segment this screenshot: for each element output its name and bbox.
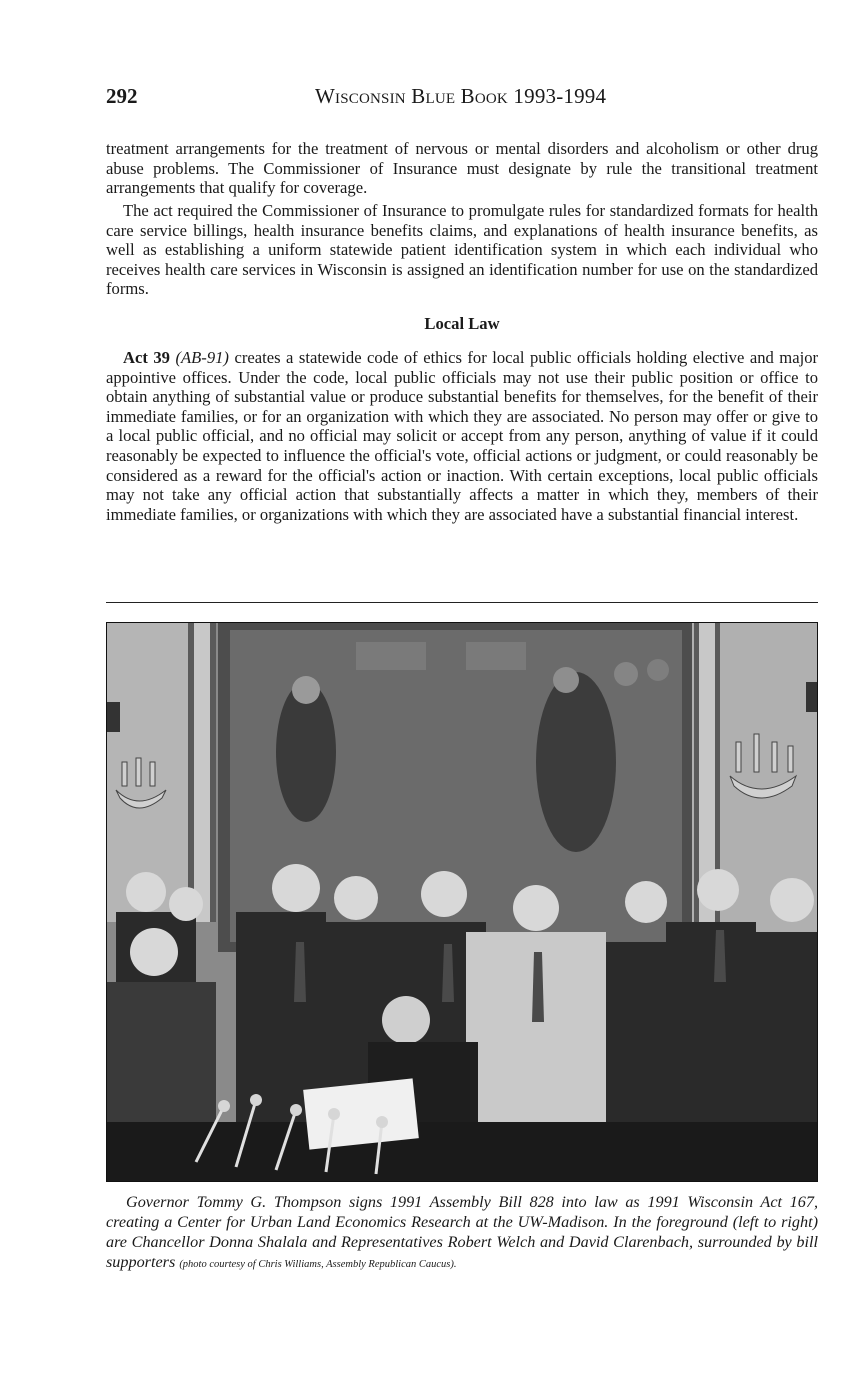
page-number: 292 [106,84,138,108]
page-header [106,84,818,116]
photo-caption [106,1192,818,1275]
bill-reference: (AB-91) [175,348,229,367]
photo-illustration [106,622,818,1182]
paragraph-3-text: creates a statewide code of ethics for local public officials holding elective and major appointive offices. Under the code, local public officials may not use their public position or office to obtain anything of substantial value or produce substantial benefits for themselves, for the benefit of their immediate families, or for an organization with which they are associated. No person may offer or give to a local public official, and no official may solicit or accept from any person, anything of value if it could reasonably be expected to influence the official's vote, official actions or judgment, or could reasonably be considered as a reward for the official's action or inaction. With certain exceptions, local public officials may not take any official action that substantially affects a matter in which they, members of their immediate families, or organizations with which they are associated have a substantial financial interest. [106,348,819,524]
paragraph-3 [106,348,818,524]
section-divider [106,602,818,603]
caption-text: Governor Tommy G. Thompson signs 1991 Assembly Bill 828 into law as 1991 Wisconsin Act 167, creating a Center for Urban Land Economics Research at the UW-Madison. In the foreground (left to right) are Chancellor Donna Shalala and Representatives Robert Welch and David Clarenbach, surrounded by bill supporters [106,1193,818,1271]
act-number: Act 39 [123,348,170,367]
running-title: Wisconsin Blue Book 1993-1994 [315,84,607,108]
paragraph-2: The act required the Commissioner of Insurance to promulgate rules for standardized formats for health care service billings, health insurance benefits claims, and explanations of health insurance benefits, as well as establishing a uniform statewide patient identification system in which each individual who receives health care services in Wisconsin is assigned an identification number for use on the standardized forms. [106,201,818,299]
paragraph-1: treatment arrangements for the treatment of nervous or mental disorders and alcoholism or other drug abuse problems. The Commissioner of Insurance must designate by rule the transitional treatment arrangements that qualify for coverage. [106,139,818,198]
bill-signing-photo [106,622,818,1182]
section-heading: Local Law [424,314,500,333]
photo-credit: (photo courtesy of Chris Williams, Assembly Republican Caucus). [179,1259,457,1270]
